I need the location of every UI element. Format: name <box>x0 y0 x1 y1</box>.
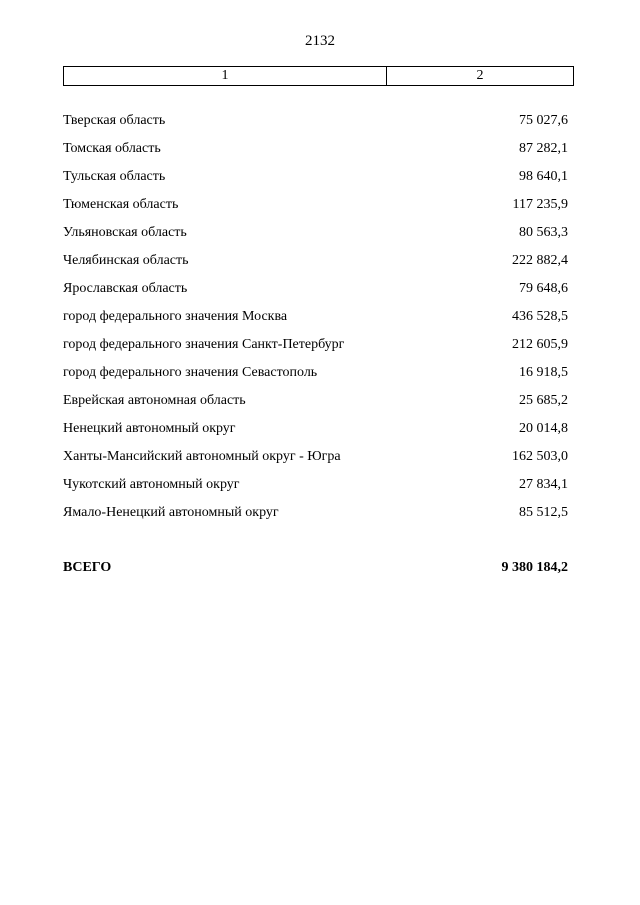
region-value: 212 605,9 <box>512 337 568 352</box>
region-name: Тюменская область <box>63 197 179 212</box>
region-name: Тульская область <box>63 169 166 184</box>
region-value: 87 282,1 <box>519 141 568 156</box>
table-row <box>63 307 568 335</box>
table-row <box>63 223 568 251</box>
table-row <box>63 391 568 419</box>
region-name: Ульяновская область <box>63 225 187 240</box>
table-row <box>63 279 568 307</box>
table-row <box>63 447 568 475</box>
region-value: 80 563,3 <box>519 225 568 240</box>
column-header-2: 2 <box>476 68 484 83</box>
region-name: Томская область <box>63 141 161 156</box>
page-number: 2132 <box>305 33 335 49</box>
region-value: 98 640,1 <box>519 169 568 184</box>
region-name: Ненецкий автономный округ <box>63 421 236 436</box>
table-row <box>63 503 568 531</box>
total-row <box>63 558 568 578</box>
column-header-1: 1 <box>64 67 387 85</box>
total-label: ВСЕГО <box>63 560 112 575</box>
region-name: Ярославская область <box>63 281 188 296</box>
region-name: город федерального значения Санкт-Петербург <box>63 337 345 352</box>
table-row <box>63 335 568 363</box>
region-value: 117 235,9 <box>512 197 568 212</box>
region-name: Ханты-Мансийский автономный округ - Югра <box>63 449 341 464</box>
region-value: 436 528,5 <box>512 309 568 324</box>
total-value: 9 380 184,2 <box>501 560 568 575</box>
table-row <box>63 111 568 139</box>
table-row <box>63 167 568 195</box>
region-value: 85 512,5 <box>519 505 568 520</box>
region-value: 27 834,1 <box>519 477 568 492</box>
region-name: город федерального значения Москва <box>63 309 288 324</box>
table-row <box>63 419 568 447</box>
region-name: город федерального значения Севастополь <box>63 365 318 380</box>
region-value: 79 648,6 <box>519 281 568 296</box>
table-row <box>63 195 568 223</box>
region-value: 75 027,6 <box>519 113 568 128</box>
region-value: 162 503,0 <box>512 449 568 464</box>
region-name: Челябинская область <box>63 253 189 268</box>
table-row <box>63 475 568 503</box>
region-name: Чукотский автономный округ <box>63 477 240 492</box>
region-name: Тверская область <box>63 113 166 128</box>
region-value: 20 014,8 <box>519 421 568 436</box>
region-name: Ямало-Ненецкий автономный округ <box>63 505 279 520</box>
table-header <box>63 66 574 86</box>
region-value: 25 685,2 <box>519 393 568 408</box>
region-name: Еврейская автономная область <box>63 393 246 408</box>
region-value: 222 882,4 <box>512 253 568 268</box>
table-row <box>63 363 568 391</box>
table-row <box>63 139 568 167</box>
table-row <box>63 251 568 279</box>
table-body <box>63 111 568 531</box>
region-value: 16 918,5 <box>519 365 568 380</box>
